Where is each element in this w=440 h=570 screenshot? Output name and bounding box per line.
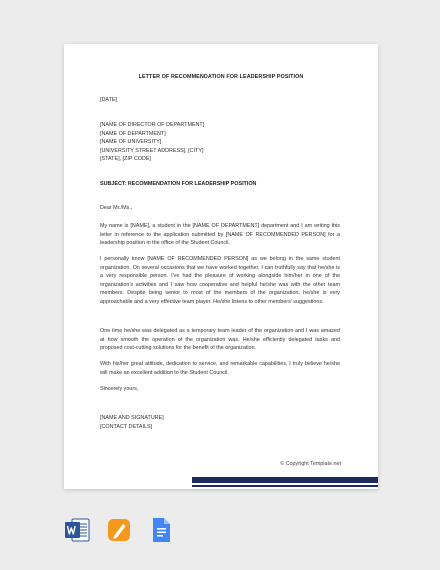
signature-line: [NAME AND SIGNATURE]: [100, 415, 164, 421]
closing: Sincerely yours,: [100, 386, 139, 392]
recipient-address: [100, 121, 340, 164]
paragraph-character: I personally know [NAME OF RECOMMENDED PERSON] as we belong in the same student organization. On several occasions that we have worked together, I can truthfully say that he/she is a very responsible person. I've had the pleasure of working alongside him/her in one of the organization's activities and I saw how cooperative and helpful he/she was with the other team members. Despite being senior to most of the members of the organization, he/she is very approachable and a very effective team player. He/she listens to other members' suggestions.: [100, 256, 340, 305]
paragraph-leadership: One time he/she was delegated as a temporary team leader of the organization and I was amazed at how smooth the operation of the organization was. He/she efficiently delegated tasks and proposed cost-cutting solutions for the benefit of the organization.: [100, 328, 340, 352]
format-icons: [64, 516, 174, 544]
salutation: Dear Mr./Ms.,: [100, 205, 133, 211]
address-line: [UNIVERSITY STREET ADDRESS], [CITY]: [100, 147, 204, 154]
copyright-text: © Copyright Template.net: [280, 461, 341, 467]
subject-line: SUBJECT: RECOMMENDATION FOR LEADERSHIP POSITION: [100, 181, 257, 187]
pages-icon[interactable]: [106, 516, 132, 544]
address-line: [NAME OF DEPARTMENT]: [100, 130, 166, 137]
contact-line: [CONTACT DETAILS]: [100, 423, 153, 430]
letter-page: [64, 44, 378, 489]
address-line: [NAME OF DIRECTOR OF DEPARTMENT]: [100, 122, 205, 128]
paragraph-conclusion: With his/her great attitude, dedication to service, and remarkable capabilities, I truly believe he/she will make an excellent addition to the Student Council.: [100, 361, 340, 376]
paragraph-intro: My name is [NAME], a student in the [NAME OF DEPARTMENT] department and I am writing this letter in reference to the application submitted by [NAME OF RECOMMENDED PERSON] for a leadership position in the office of the Student Council.: [100, 223, 340, 247]
footer-line: [192, 485, 378, 487]
date-field: [DATE]: [100, 97, 117, 103]
footer-bar: [192, 477, 378, 483]
word-icon[interactable]: [64, 516, 90, 544]
signature-block: [100, 414, 340, 431]
document-title: LETTER OF RECOMMENDATION FOR LEADERSHIP POSITION: [138, 74, 304, 80]
address-line: [NAME OF UNIVERSITY]: [100, 139, 162, 146]
address-line: [STATE], [ZIP CODE]: [100, 156, 151, 163]
google-docs-icon[interactable]: [148, 516, 174, 544]
